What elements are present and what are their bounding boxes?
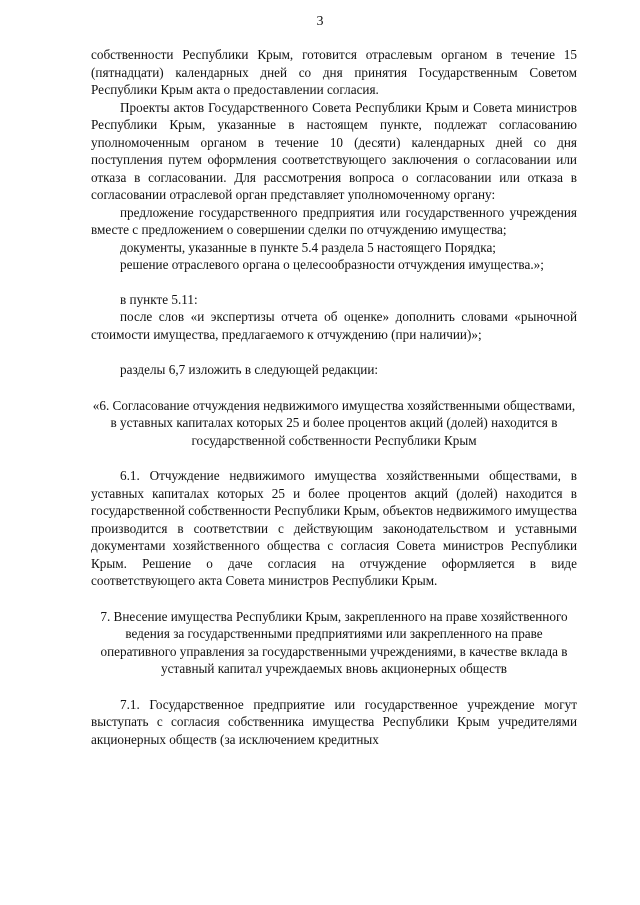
- list-item: предложение государственного предприятия или государственного учреждения вместе с предложением о совершении сделки по отчуждению имущества;: [91, 204, 577, 237]
- document-body: [91, 46, 577, 748]
- paragraph: 6.1. Отчуждение недвижимого имущества хозяйственными обществами, в уставных капиталах которых 25 и более процентов акций (долей) находится в государственной собственности Республики Крым, объектов недвижимого имущества производится в соответствии с действующим законодательством и уставными документами хозяйственного общества с согласия Совета министров Республики Крым. Решение о даче согласия на отчуждение оформляется в виде соответствующего акта Совета министров Республики Крым.: [91, 468, 577, 588]
- list-item: документы, указанные в пункте 5.4 раздела 5 настоящего Порядка;: [120, 239, 496, 255]
- amendment-clause: в пункте 5.11:: [120, 291, 198, 307]
- paragraph: 7.1. Государственное предприятие или государственное учреждение могут выступать с согласия собственника имущества Республики Крым учредителями акционерных обществ (за исключением кредитных: [91, 696, 577, 747]
- section-heading: «6. Согласование отчуждения недвижимого имущества хозяйственными обществами, в уставных капиталах которых 25 и более процентов акций (долей) находится в государственной собственности Республики Крым: [92, 397, 576, 448]
- paragraph: собственности Республики Крым, готовится отраслевым органом в течение 15 (пятнадцати) календарных дней со дня принятия Государственным Советом Республики Крым акта о предоставлении согласия.: [91, 47, 577, 97]
- list-item: решение отраслевого органа о целесообразности отчуждения имущества.»;: [120, 257, 544, 272]
- page-number: 3: [316, 14, 324, 29]
- amendment-clause: разделы 6,7 изложить в следующей редакции:: [120, 362, 379, 377]
- section-heading: 7. Внесение имущества Республики Крым, закрепленного на праве хозяйственного ведения за государственными предприятиями или закрепленного на праве оперативного управления за государственными учреждениями, в качестве вклада в уставный капитал учреждаемых вновь акционерных обществ: [100, 608, 568, 676]
- amendment-text: после слов «и экспертизы отчета об оценке» дополнить словами «рыночной стоимости имущества, предлагаемого к отчуждению (при наличии)»;: [91, 309, 577, 342]
- paragraph: Проекты актов Государственного Совета Республики Крым и Совета министров Республики Крым, указанные в настоящем пункте, подлежат согласованию уполномоченным органом в течение 10 (десяти) календарных дней со дня поступления путем оформления соответствующего заключения о согласовании или отказа в согласовании. Для рассмотрения вопроса о согласовании или отказа в согласовании отраслевой орган представляет уполномоченному органу:: [91, 99, 577, 202]
